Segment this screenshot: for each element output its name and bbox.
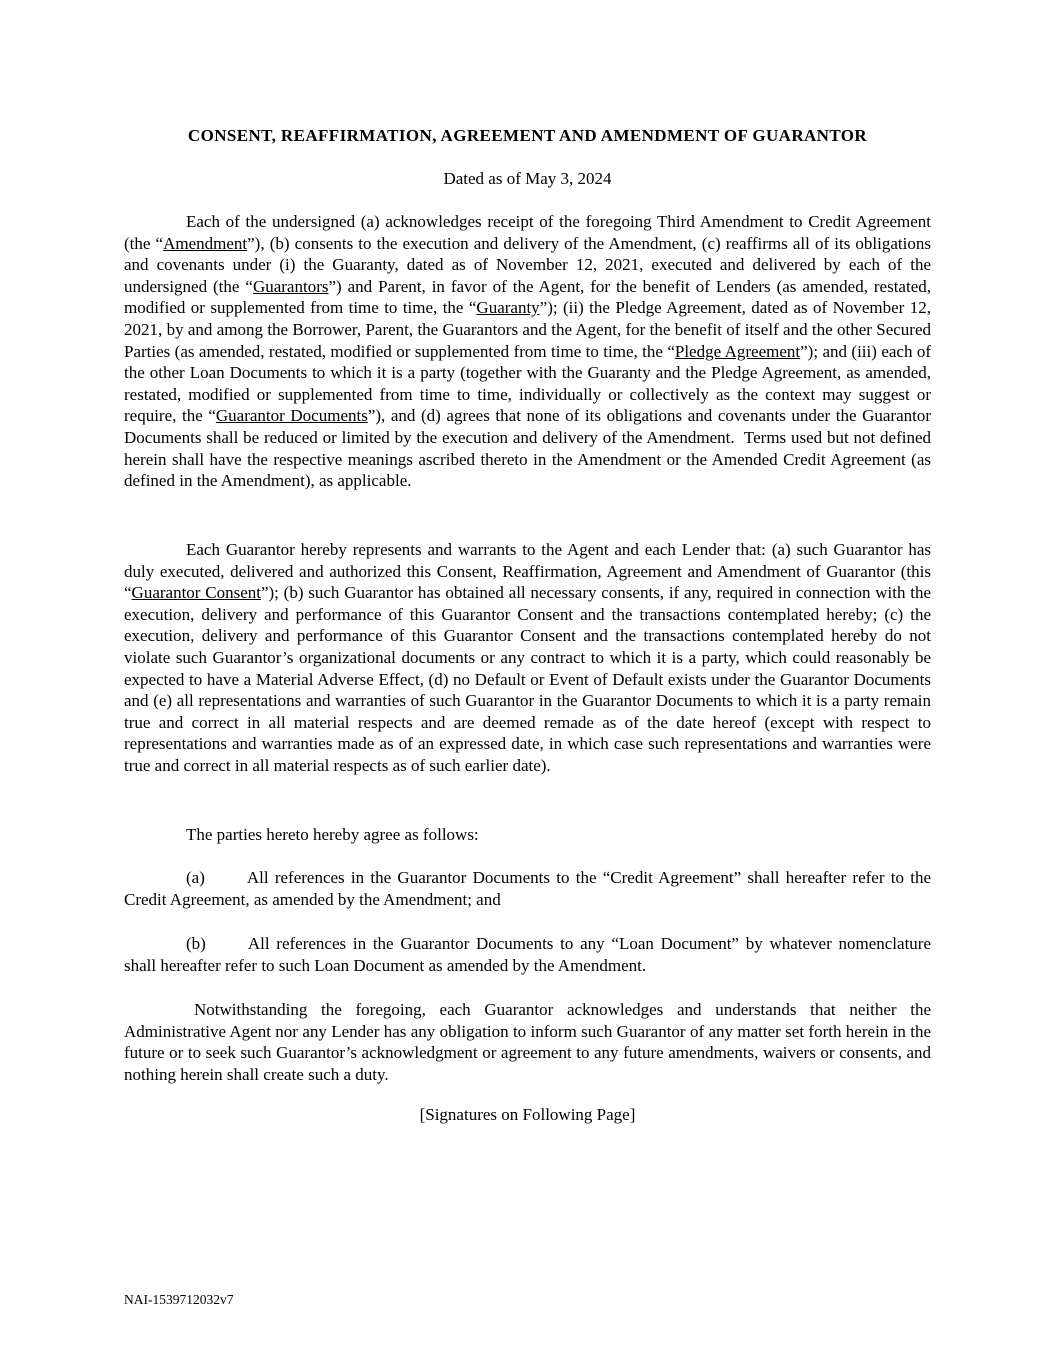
paragraph-text: ”), (b) consents to the execution and delivery of the Amendment, (c) reaffirms all of its obligations and covenants under (i) the Guaranty, dated as of November 12, 2021, executed and delivered by each of the undersigned (the “ [124, 233, 931, 296]
paragraph-representations [124, 539, 931, 777]
paragraph-text: ”); (b) such Guarantor has obtained all necessary consents, if any, required in connection with the execution, delivery and performance of this Guarantor Consent and the transactions contemplated hereby; (c) the execution, delivery and performance of this Guarantor Consent and the transactions contemplated hereby do not violate such Guarantor’s organizational documents or any contract to which it is a party, which could reasonably be expected to have a Material Adverse Effect, (d) no Default or Event of Default exists under the Guarantor Documents and (e) all representations and warranties of such Guarantor in the Guarantor Documents to which it is a party remain true and correct in all material respects and are deemed remade as of the date hereof (except with respect to representations and warranties made as of an expressed date, in which case such representations and warranties were true and correct in all material respects as of such earlier date). [124, 583, 931, 775]
clause-b-text: All references in the Guarantor Documents to any “Loan Document” by whatever nomenclature shall hereafter refer to such Loan Document as amended by the Amendment. [124, 934, 931, 975]
paragraph-recitals [124, 211, 931, 492]
clause-a-text: All references in the Guarantor Documents to the “Credit Agreement” shall hereafter refer to the Credit Agreement, as amended by the Amendment; and [124, 868, 931, 909]
paragraph-text: ”) and Parent, in favor of the Agent, for the benefit of Lenders (as amended, restated, modified or supplemented from time to time, the “ [124, 276, 931, 318]
defined-term: Guarantor Consent [131, 583, 261, 603]
dated-as-of-line: Dated as of May 3, 2024 [443, 169, 612, 188]
clause-a [124, 867, 931, 910]
clause-b-marker: (b) [186, 934, 206, 953]
paragraph-text: ”); (ii) the Pledge Agreement, dated as of November 12, 2021, by and among the Borrower, Parent, the Guarantors and the Agent, for the benefit of itself and the other Secured Parties (as amended, restated, modified or supplemented from time to time, the “ [124, 298, 931, 361]
paragraph-notwithstanding: Notwithstanding the foregoing, each Guarantor acknowledges and understands that neither the Administrative Agent nor any Lender has any obligation to inform such Guarantor of any matter set forth herein in the future or to seek such Guarantor’s acknowledgment or agreement to any future amendments, waivers or consents, and nothing herein shall create such a duty. [124, 1000, 931, 1084]
defined-term: Guarantors [252, 276, 329, 296]
document-title: CONSENT, REAFFIRMATION, AGREEMENT AND AMENDMENT OF GUARANTOR [187, 126, 868, 145]
clause-a-marker: (a) [186, 868, 205, 887]
defined-term: Guarantor Documents [215, 406, 368, 426]
signatures-placeholder: [Signatures on Following Page] [419, 1105, 636, 1124]
paragraph-agreement-intro: The parties hereto hereby agree as follows: [186, 825, 479, 844]
clause-b [124, 933, 931, 976]
defined-term: Amendment [163, 233, 248, 253]
defined-term: Pledge Agreement [674, 341, 801, 361]
paragraph-text: ”), and (d) agrees that none of its obligations and covenants under the Guarantor Documents shall be reduced or limited by the execution and delivery of the Amendment. Terms used but not defined herein shall have the respective meanings ascribed thereto in the Amendment or the Amended Credit Agreement (as defined in the Amendment), as applicable. [124, 406, 931, 491]
document-reference-number: NAI-1539712032v7 [124, 1292, 234, 1307]
defined-term: Guaranty [476, 298, 540, 318]
paragraph-text: Each Guarantor hereby represents and warrants to the Agent and each Lender that: (a) such Guarantor has duly executed, delivered and authorized this Consent, Reaffirmation, Agreement and Amendment of Guarantor (this “ [124, 540, 931, 603]
paragraph-text: Each of the undersigned (a) acknowledges receipt of the foregoing Third Amendment to Credit Agreement (the “ [124, 212, 931, 253]
paragraph-text: ”); and (iii) each of the other Loan Documents to which it is a party (together with the Guaranty and the Pledge Agreement, as amended, restated, modified or supplemented from time to time, individually or collectively as the context may suggest or require, the “ [124, 341, 932, 426]
